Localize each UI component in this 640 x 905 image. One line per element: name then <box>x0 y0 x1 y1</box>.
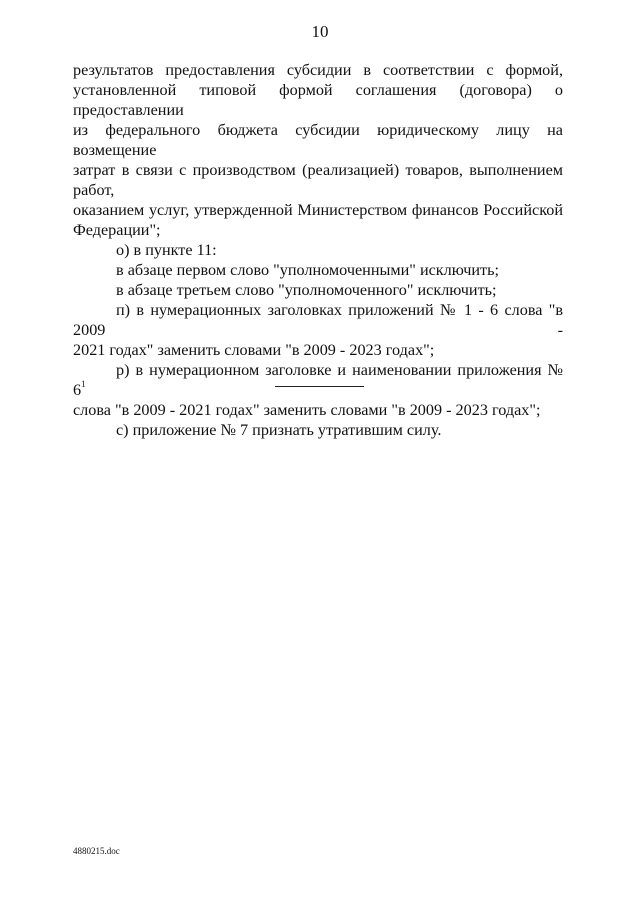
text-line: из федерального бюджета субсидии юридическому лицу на возмещение <box>73 121 563 159</box>
superscript: 1 <box>81 379 86 389</box>
text-line: результатов предоставления субсидии в соответствии с формой, <box>73 61 563 79</box>
text-line: Федерации"; <box>73 221 161 239</box>
text-line: затрат в связи с производством (реализацией) товаров, выполнением работ, <box>73 161 563 199</box>
clause-r-line-1 <box>73 360 563 400</box>
clause-o-item-1: в абзаце первом слово "уполномоченными" исключить; <box>116 261 499 279</box>
clause-p-line-1: п) в нумерационных заголовках приложений № 1 - 6 слова "в 2009 - <box>73 301 563 339</box>
page-number: 10 <box>311 22 329 41</box>
document-id: 4880215.doc <box>73 846 120 856</box>
text-line: установленной типовой формой соглашения (договора) о предоставлении <box>73 81 563 119</box>
clause-o-item-2: в абзаце третьем слово "уполномоченного" исключить; <box>116 281 497 299</box>
text-line: оказанием услуг, утвержденной Министерством финансов Российской <box>73 201 563 219</box>
clause-o: о) в пункте 11: <box>116 241 217 259</box>
end-rule <box>275 386 364 387</box>
clause-r-text: р) в нумерационном заголовке и наименовании приложения № 6 <box>73 361 563 399</box>
document-body <box>73 60 563 440</box>
clause-r-line-2: слова "в 2009 - 2021 годах" заменить словами "в 2009 - 2023 годах"; <box>73 401 541 419</box>
clause-p-line-2: 2021 годах" заменить словами "в 2009 - 2023 годах"; <box>73 341 435 359</box>
clause-s: с) приложение № 7 признать утратившим силу. <box>116 421 442 439</box>
